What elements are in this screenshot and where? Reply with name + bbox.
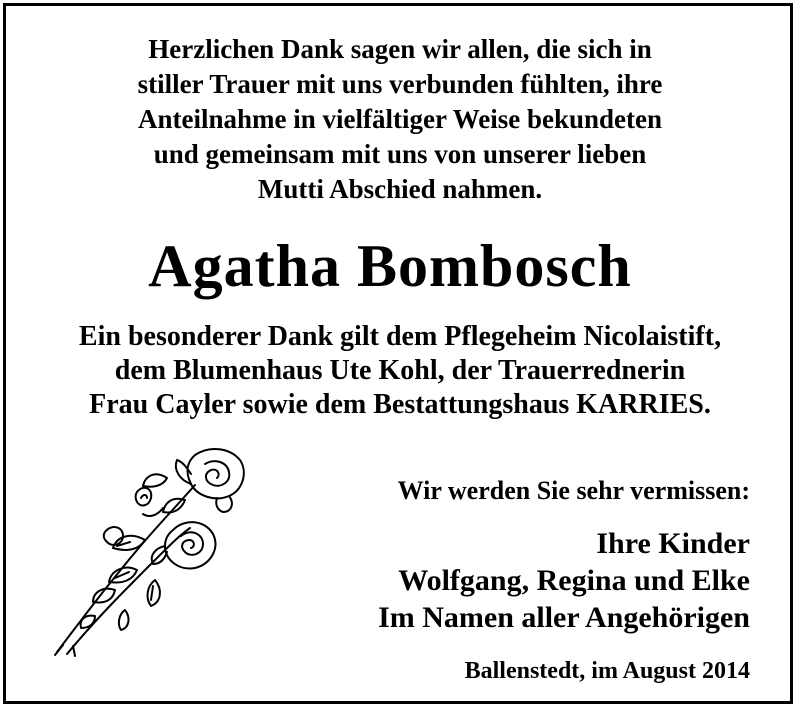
signer-line: Im Namen aller Angehörigen	[378, 601, 750, 634]
thanks-line: dem Blumenhaus Ute Kohl, der Trauerrednerin	[114, 355, 686, 386]
roses-illustration-icon	[45, 440, 260, 660]
intro-line: und gemeinsam mit uns von unserer lieben	[153, 139, 647, 169]
thanks-line: Frau Cayler sowie dem Bestattungshaus KARRIES.	[89, 389, 711, 420]
special-thanks-text	[0, 320, 800, 422]
intro-line: Anteilnahme in vielfältiger Weise bekundeten	[137, 104, 662, 134]
intro-text	[0, 32, 800, 207]
signer-line: Wolfgang, Regina und Elke	[398, 564, 750, 597]
place-date: Ballenstedt, im August 2014	[464, 658, 750, 684]
deceased-name: Agatha Bombosch	[148, 233, 632, 299]
miss-you-line: Wir werden Sie sehr vermissen:	[397, 476, 750, 505]
intro-line: Mutti Abschied nahmen.	[257, 174, 543, 204]
signers-block	[378, 525, 750, 636]
intro-line: Herzlichen Dank sagen wir allen, die sich in	[148, 34, 652, 64]
thanks-line: Ein besonderer Dank gilt dem Pflegeheim Nicolaistift,	[78, 321, 722, 352]
intro-line: stiller Trauer mit uns verbunden fühlten, ihre	[137, 69, 663, 99]
signer-line: Ihre Kinder	[596, 527, 750, 560]
